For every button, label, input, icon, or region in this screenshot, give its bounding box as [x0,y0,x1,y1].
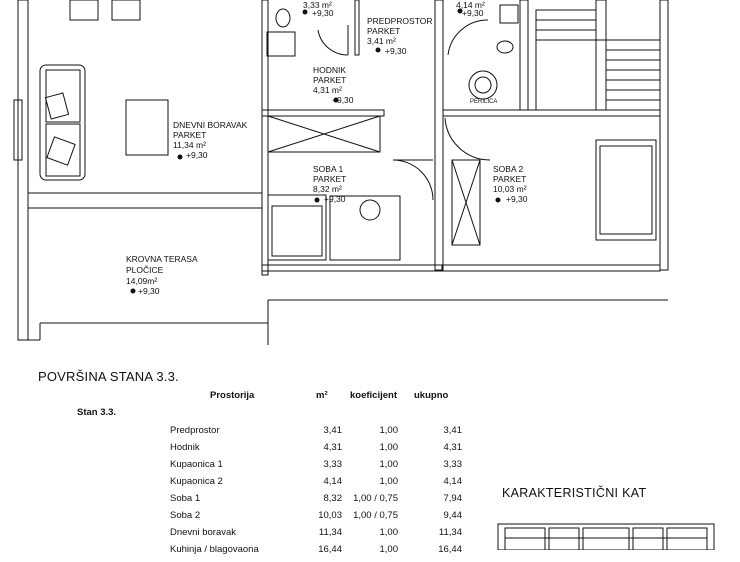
header-room: Prostorija [210,390,255,401]
row-coef: 1,00 [379,527,398,538]
row-m2: 16,44 [318,544,342,555]
room-predprostor-name: PREDPROSTOR [367,16,433,26]
room-terasa-area: 14,09m² [126,276,158,286]
row-total: 9,44 [443,510,462,521]
row-total: 7,94 [443,493,462,504]
room-hodnik-level: +9,30 [332,95,354,105]
row-coef: 1,00 [379,442,398,453]
row-name: Dnevni boravak [170,527,237,538]
floor-thumbnail [497,520,715,550]
room-kupaonica1-area: 3,33 m² [303,0,332,10]
group-label: Stan 3.3. [77,407,117,418]
room-soba2-level: +9,30 [506,194,528,204]
room-soba1-level: +9,30 [324,194,346,204]
row-m2: 11,34 [318,527,342,538]
row-name: Soba 2 [170,510,201,521]
row-coef: 1,00 [379,476,398,487]
row-coef: 1,00 / 0,75 [353,493,398,504]
room-soba1-area: 8,32 m² [313,184,342,194]
room-dnevni-level: +9,30 [186,150,208,160]
row-m2: 4,31 [323,442,342,453]
row-coef: 1,00 [379,425,398,436]
section-title: KARAKTERISTIČNI KAT [502,486,647,500]
room-terasa-name: KROVNA TERASA [126,254,198,264]
room-hodnik-name: HODNIK [313,65,347,75]
row-m2: 8,32 [323,493,342,504]
room-soba2-name: SOBA 2 [493,164,524,174]
room-terasa-level: +9,30 [138,286,160,296]
row-name: Soba 1 [170,493,201,504]
row-name: Kupaonica 1 [170,459,223,470]
row-m2: 4,14 [323,476,342,487]
row-m2: 3,41 [323,425,342,436]
row-total: 4,14 [443,476,462,487]
room-dnevni-area: 11,34 m² [173,140,206,150]
room-soba1-name: SOBA 1 [313,164,344,174]
room-soba1-floor: PARKET [313,174,347,184]
row-coef: 1,00 [379,544,398,555]
page-title: POVRŠINA STANA 3.3. [38,369,179,384]
room-predprostor-area: 3,41 m² [367,36,396,46]
table-row [0,459,740,477]
room-soba2-area: 10,03 m² [493,184,527,194]
row-total: 3,41 [443,425,462,436]
table-row [0,425,740,443]
row-total: 11,34 [438,527,462,538]
row-name: Predprostor [170,425,220,436]
header-m2: m² [316,390,328,401]
row-coef: 1,00 [379,459,398,470]
row-m2: 10,03 [318,510,342,521]
room-soba2-floor: PARKET [493,174,527,184]
room-dnevni-name: DNEVNI BORAVAK [173,120,248,130]
room-dnevni-floor: PARKET [173,130,207,140]
row-name: Hodnik [170,442,200,453]
room-kupaonica1-level: +9,30 [312,8,334,18]
header-coef: koeficijent [350,390,397,401]
room-kupaonica2-area: 4,14 m² [456,0,485,10]
room-hodnik-area: 4,31 m² [313,85,342,95]
room-predprostor-floor: PARKET [367,26,401,36]
row-name: Kupaonica 2 [170,476,223,487]
row-total: 16,44 [438,544,462,555]
header-total: ukupno [414,390,449,401]
perilica-label: PERILICA [470,99,498,105]
row-total: 4,31 [443,442,462,453]
room-predprostor-level: +9,30 [385,46,407,56]
row-name: Kuhinja / blagovaona [170,544,259,555]
row-total: 3,33 [443,459,462,470]
row-coef: 1,00 / 0,75 [353,510,398,521]
row-m2: 3,33 [323,459,342,470]
room-hodnik-floor: PARKET [313,75,347,85]
table-row [0,442,740,460]
room-kupaonica2-level: +9,30 [462,8,484,18]
room-terasa-floor: PLOČICE [126,265,164,275]
